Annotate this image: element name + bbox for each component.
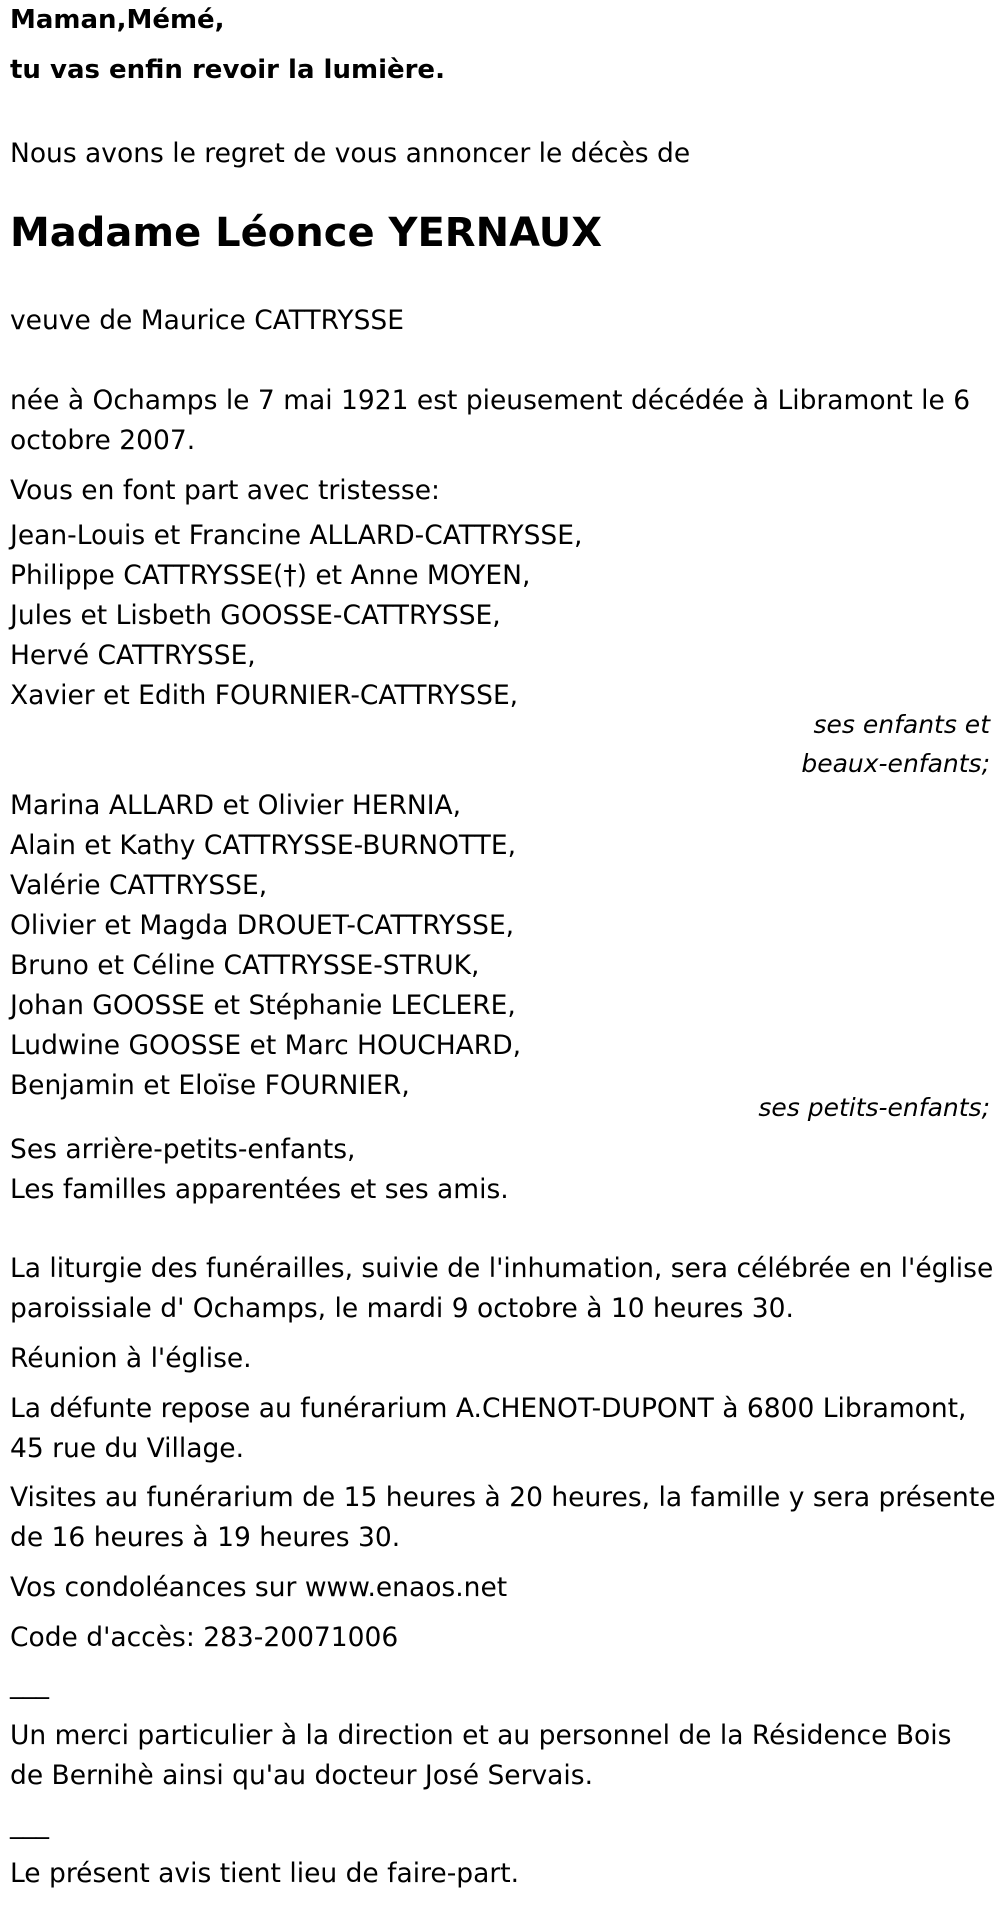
closing-text: Le présent avis tient lieu de faire-part. — [10, 1858, 520, 1889]
opening-line-2: tu vas enfin revoir la lumière. — [10, 55, 445, 85]
meeting-text: Réunion à l'église. — [10, 1343, 252, 1374]
list-item: Bruno et Céline CATTRYSSE-STRUK, — [10, 950, 480, 981]
children-list — [10, 516, 582, 716]
condolences-text: Vos condoléances sur www.enaos.net — [10, 1572, 508, 1603]
funerarium-line-1: La défunte repose au funérarium A.CHENOT-DUPONT à 6800 Libramont, — [10, 1393, 967, 1424]
liturgy-line-1: La liturgie des funérailles, suivie de l'inhumation, sera célébrée en l'église — [10, 1253, 994, 1284]
list-item: Johan GOOSSE et Stéphanie LECLERE, — [10, 990, 516, 1021]
separator-2: ___ — [10, 1810, 49, 1840]
list-item: Olivier et Magda DROUET-CATTRYSSE, — [10, 910, 515, 941]
separator-1: ___ — [10, 1670, 49, 1700]
list-item: Ses arrière-petits-enfants, — [10, 1134, 356, 1165]
list-item: Jules et Lisbeth GOOSSE-CATTRYSSE, — [10, 600, 501, 631]
list-item: Alain et Kathy CATTRYSSE-BURNOTTE, — [10, 830, 517, 861]
thanks-line-1: Un merci particulier à la direction et au personnel de la Résidence Bois — [10, 1720, 952, 1751]
announcement-text: Nous avons le regret de vous annoncer le décès de — [10, 138, 691, 169]
birth-death-line-1: née à Ochamps le 7 mai 1921 est pieusement décédée à Libramont le 6 — [10, 385, 971, 416]
share-intro: Vous en font part avec tristesse: — [10, 475, 440, 506]
list-item: Ludwine GOOSSE et Marc HOUCHARD, — [10, 1030, 522, 1061]
list-item: Jean-Louis et Francine ALLARD-CATTRYSSE, — [10, 520, 583, 551]
list-item: Philippe CATTRYSSE(†) et Anne MOYEN, — [10, 560, 531, 591]
visits-line-2: de 16 heures à 19 heures 30. — [10, 1522, 401, 1553]
other-relatives-list — [10, 1130, 509, 1210]
opening-line-1: Maman,Mémé, — [10, 5, 225, 35]
funerarium-line-2: 45 rue du Village. — [10, 1433, 245, 1464]
children-role-line-2: beaux-enfants; — [801, 749, 990, 778]
grandchildren-role: ses petits-enfants; — [758, 1093, 990, 1122]
visits-line-1: Visites au funérarium de 15 heures à 20 heures, la famille y sera présente — [10, 1482, 996, 1513]
children-role-line-1: ses enfants et — [813, 710, 990, 739]
list-item: Benjamin et Eloïse FOURNIER, — [10, 1070, 410, 1101]
widow-of: veuve de Maurice CATTRYSSE — [10, 305, 404, 336]
grandchildren-list — [10, 786, 521, 1106]
list-item: Hervé CATTRYSSE, — [10, 640, 256, 671]
list-item: Les familles apparentées et ses amis. — [10, 1174, 509, 1205]
list-item: Xavier et Edith FOURNIER-CATTRYSSE, — [10, 680, 519, 711]
thanks-line-2: de Bernihè ainsi qu'au docteur José Servais. — [10, 1760, 593, 1791]
birth-death-line-2: octobre 2007. — [10, 425, 196, 456]
list-item: Marina ALLARD et Olivier HERNIA, — [10, 790, 462, 821]
liturgy-line-2: paroissiale d' Ochamps, le mardi 9 octobre à 10 heures 30. — [10, 1293, 794, 1324]
deceased-name: Madame Léonce YERNAUX — [10, 210, 603, 256]
access-code: Code d'accès: 283-20071006 — [10, 1622, 399, 1653]
list-item: Valérie CATTRYSSE, — [10, 870, 268, 901]
